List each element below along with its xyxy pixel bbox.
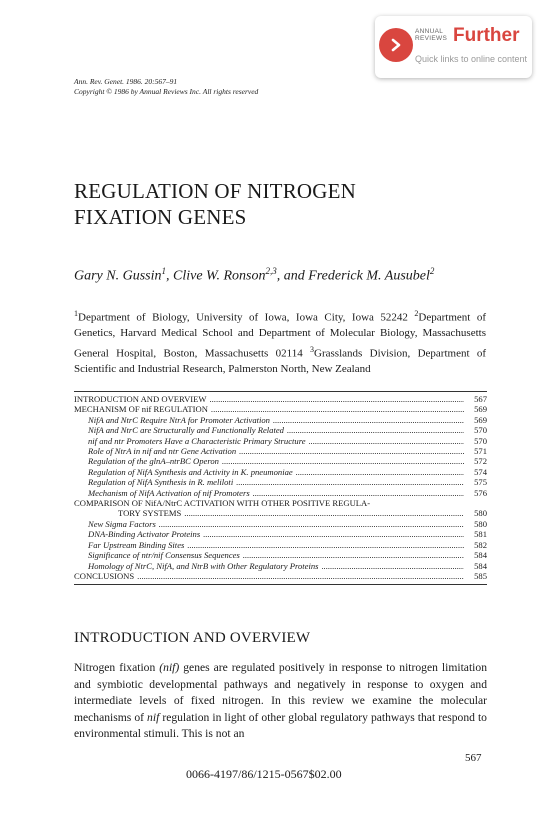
section-heading: INTRODUCTION AND OVERVIEW (74, 630, 311, 646)
toc-item[interactable] (74, 488, 487, 498)
toc-item[interactable] (74, 456, 487, 466)
toc-leader (322, 561, 464, 571)
affil-2: Department of Genetics, Harvard Medical School and Department of Molecular Biology, Massachusetts General Hospital, Boston, Massachusetts 02114 (74, 311, 486, 360)
toc-item-page: 575 (474, 477, 487, 488)
journal-citation: Ann. Rev. Genet. 1986. 20:567–91 (74, 77, 178, 86)
toc-item-title: nif and ntr Promoters Have a Characteristic Primary Structure (88, 435, 306, 446)
toc-item-title: MECHANISM OF nif REGULATION (74, 404, 208, 415)
toc-item-page: 580 (474, 508, 487, 519)
authors: Gary N. Gussin$^1$, Clive W. Ronson$^{2,3}$, and Frederick M. Ausubel$^2$ (74, 266, 435, 284)
toc-item-page: 569 (474, 404, 487, 415)
further-circle-button[interactable] (379, 28, 413, 62)
toc-item-title: Far Upstream Binding Sites (88, 539, 185, 550)
toc-leader (137, 571, 464, 581)
toc-item-title: INTRODUCTION AND OVERVIEW (74, 394, 207, 404)
author-1: Gary N. Gussin (74, 268, 162, 284)
toc-item-title: Role of NtrA in nif and ntr Gene Activation (88, 446, 237, 457)
toc-item[interactable] (74, 446, 487, 456)
toc-item-page: 582 (474, 539, 487, 550)
affiliations (74, 306, 486, 377)
toc-item-page: 570 (474, 425, 487, 436)
toc-item[interactable] (74, 394, 487, 404)
journal-citation-block (74, 77, 258, 97)
annual-reviews-logo (415, 28, 447, 42)
affil-3: Grasslands Division, Department of Scientific and Industrial Research, Palmerston North, New Zealand (74, 347, 487, 375)
toc-leader (253, 488, 464, 498)
toc-leader (211, 404, 464, 414)
toc-item[interactable] (74, 540, 487, 550)
toc-item-title: Mechanism of NifA Activation of nif Promoters (88, 487, 250, 498)
toc-leader (273, 415, 464, 425)
toc-item-page: 580 (474, 518, 487, 529)
author-3: and Frederick M. Ausubel (283, 268, 430, 284)
toc-item[interactable] (74, 519, 487, 529)
toc-item-title-cont: TORY SYSTEMS (118, 508, 182, 519)
author-1-sup: 1 (161, 266, 167, 276)
toc-item-title: COMPARISON OF NifA/NtrC ACTIVATION WITH OTHER POSITIVE REGULA- (74, 498, 371, 509)
toc-item-page: 584 (474, 550, 487, 561)
toc-leader (159, 519, 464, 529)
toc-item-page: 574 (474, 466, 487, 477)
badge-further-text: Further (453, 25, 520, 46)
copyright-line: Copyright © 1986 by Annual Reviews Inc. All rights reserved (74, 87, 259, 96)
author-2-sup: 2,3 (265, 266, 277, 276)
badge-annual-text: ANNUAL (415, 28, 444, 35)
intro-paragraph (74, 660, 487, 743)
toc-item-page: 581 (474, 529, 487, 540)
affil-2-sup: 2 (414, 309, 419, 318)
paragraph-text: regulation in light of other global regulatory pathways that respond to environmental stimuli. This is not an (74, 710, 487, 740)
toc-item-title: NifA and NtrC Require NtrA for Promoter Activation (88, 414, 270, 425)
toc-item[interactable] (74, 436, 487, 446)
toc-item[interactable] (74, 415, 487, 425)
chevron-right-icon (388, 37, 404, 53)
toc-leader (184, 508, 464, 518)
toc-item-page: 570 (474, 435, 487, 446)
toc-bottom-rule (74, 584, 487, 585)
author-2: Clive W. Ronson (173, 268, 266, 284)
toc-leader (187, 540, 464, 550)
toc-item[interactable] (74, 467, 487, 477)
badge-subtitle[interactable]: Quick links to online content (415, 54, 528, 64)
annual-reviews-further-badge[interactable] (375, 16, 532, 78)
toc-item-page: 571 (474, 446, 487, 457)
toc-item[interactable] (74, 561, 487, 571)
paragraph-italic: nif (147, 710, 160, 724)
toc-item-title: Regulation of NifA Synthesis in R. meliloti (88, 477, 234, 488)
affil-3-sup: 3 (310, 344, 315, 354)
toc-item-title: Homology of NtrC, NifA, and NtrB with Other Regulatory Proteins (88, 560, 319, 571)
toc-leader (296, 467, 464, 477)
toc-item[interactable] (74, 477, 487, 487)
paragraph-italic: (nif) (159, 661, 180, 674)
toc-item-page: 572 (474, 456, 487, 467)
toc-leader (309, 436, 464, 446)
title-line-2: FIXATION GENES (74, 205, 247, 229)
toc-leader (203, 529, 464, 539)
toc-item-page: 584 (474, 560, 487, 571)
toc-item[interactable] (74, 404, 487, 414)
toc-item[interactable] (74, 571, 487, 581)
badge-reviews-text: REVIEWS (415, 35, 448, 42)
toc-leader (239, 446, 464, 456)
affil-1-sup: 1 (74, 309, 78, 318)
article-title (74, 178, 356, 230)
table-of-contents (74, 391, 487, 585)
toc-item[interactable] (74, 498, 487, 519)
toc-leader (287, 425, 464, 435)
toc-item-title: Regulation of the glnA–ntrBC Operon (88, 456, 219, 467)
paragraph-text: genes are regulated positively in response to nitrogen limitation and symbiotic developmental pathways and negatively in response to oxygen and intermediate levels of fixed nitrogen. In this review we examine the molecular mechanisms of (74, 661, 487, 724)
toc-leader (236, 477, 464, 487)
page-number: 567 (465, 752, 482, 764)
toc-item-title: DNA-Binding Activator Proteins (88, 529, 201, 540)
toc-item-page: 567 (474, 394, 487, 404)
toc-item[interactable] (74, 529, 487, 539)
toc-item-title: Regulation of NifA Synthesis and Activity in K. pneumoniae (88, 466, 293, 477)
toc-item-title: New Sigma Factors (88, 518, 156, 529)
toc-item-title: CONCLUSIONS (74, 570, 135, 581)
toc-item-title: NifA and NtrC are Structurally and Functionally Related (88, 425, 284, 436)
affil-1: Department of Biology, University of Iowa, Iowa City, Iowa 52242 (78, 311, 415, 324)
toc-leader (243, 550, 464, 560)
footer-code: 0066-4197/86/1215-0567$02.00 (186, 767, 342, 781)
toc-item-page: 576 (474, 487, 487, 498)
toc-item-page: 569 (474, 414, 487, 425)
toc-item-title: Significance of ntr/nif Consensus Sequences (88, 550, 240, 561)
toc-item-page: 585 (474, 570, 487, 581)
toc-item[interactable] (74, 425, 487, 435)
author-3-sup: 2 (429, 266, 435, 276)
toc-leader (210, 394, 465, 404)
toc-item[interactable] (74, 550, 487, 560)
toc-leader (222, 456, 464, 466)
title-line-1: REGULATION OF NITROGEN (74, 179, 357, 203)
paragraph-text: Nitrogen fixation (74, 661, 160, 674)
